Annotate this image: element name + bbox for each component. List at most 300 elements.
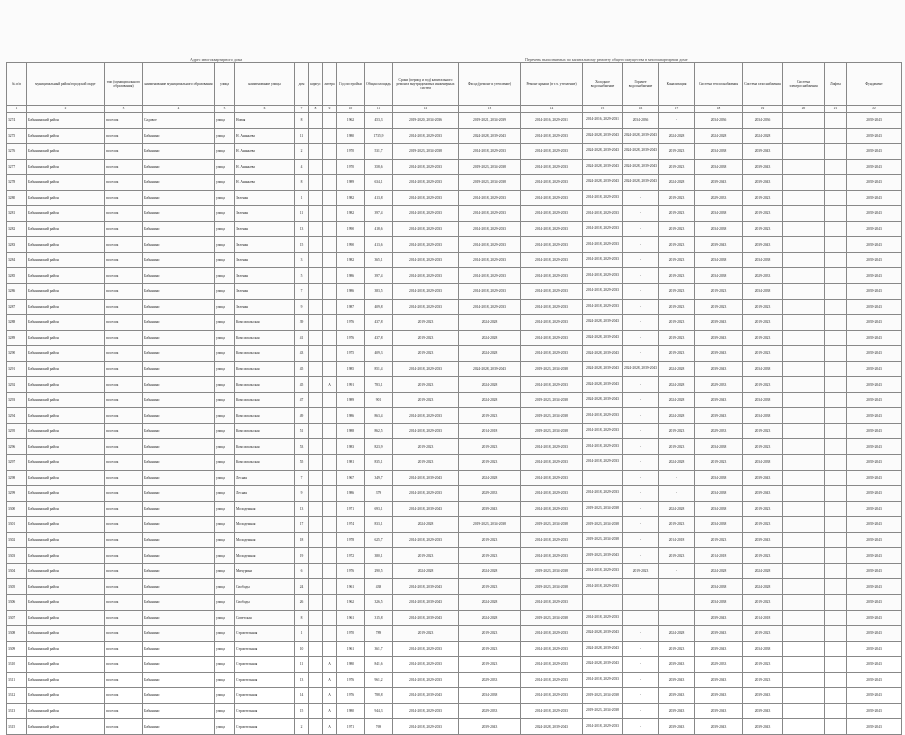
table-cell: Бабынино [143, 206, 215, 222]
table-cell: 2014-2018, 2029-2033 [521, 641, 583, 657]
table-cell: 2024-2028 [459, 377, 521, 393]
table-cell [309, 501, 323, 517]
table-cell: - [623, 719, 659, 735]
table-cell: 2034-2038 [695, 252, 743, 268]
table-cell: 2014-2018, 2029-2033 [521, 144, 583, 160]
table-cell: 3277 [7, 159, 27, 175]
table-cell: 1735,9 [365, 128, 393, 144]
table-cell: 2014-2018, 2029-2033 [393, 237, 459, 253]
table-cell [825, 113, 847, 129]
table-cell: улица [215, 330, 235, 346]
table-cell: Бабынино [143, 455, 215, 471]
table-cell: 2014-2018, 2029-2033 [393, 532, 459, 548]
table-cell: Бабынинский район [27, 206, 105, 222]
table-cell: 438 [365, 579, 393, 595]
table-cell: Бабынино [143, 688, 215, 704]
table-cell: улица [215, 361, 235, 377]
table-cell: Бабынино [143, 299, 215, 315]
table-cell: 2014-2018, 2029-2033 [583, 563, 623, 579]
table-cell: 2014-2018, 2029-2033 [459, 221, 521, 237]
table-cell: 2034-2038 [695, 594, 743, 610]
table-cell: 326,5 [365, 594, 393, 610]
table-cell: 2039-2043 [847, 206, 902, 222]
column-header: Сроки (период и год) капитального ремонта внутридомовых инженерных систем [393, 63, 459, 106]
table-cell: - [623, 641, 659, 657]
table-cell [309, 221, 323, 237]
table-cell: 2034-2038 [743, 361, 783, 377]
table-cell [323, 299, 337, 315]
table-cell: улица [215, 284, 235, 300]
table-cell: 2019-2023 [393, 377, 459, 393]
table-cell: - [623, 392, 659, 408]
table-cell: 2024-2028, 2039-2043 [521, 719, 583, 735]
table-cell [323, 610, 337, 626]
table-cell: Бабынинский район [27, 455, 105, 471]
table-cell: Комсомольская [235, 455, 295, 471]
table-row [7, 703, 902, 719]
table-cell: 2039-2043 [743, 144, 783, 160]
table-cell: 2019-2023, 2034-2038 [521, 392, 583, 408]
table-cell: Бабынинский район [27, 237, 105, 253]
table-cell: 2039-2043 [695, 392, 743, 408]
table-cell [309, 719, 323, 735]
table-cell [825, 144, 847, 160]
table-cell: Бабынинский район [27, 252, 105, 268]
header-row [7, 63, 902, 106]
table-cell: - [623, 455, 659, 471]
table-cell [783, 532, 825, 548]
table-cell [623, 579, 659, 595]
table-cell: 2019-2023 [393, 548, 459, 564]
table-cell: 2014-2018, 2029-2033 [521, 548, 583, 564]
table-cell [309, 144, 323, 160]
table-cell: 2014-2018, 2029-2033 [459, 252, 521, 268]
column-header: Ремонт крыши (в т.ч. утепление) [521, 63, 583, 106]
table-cell: 3308 [7, 626, 27, 642]
table-cell: 2014-2018, 2029-2033 [393, 159, 459, 175]
table-cell: 1988 [337, 423, 365, 439]
table-cell [825, 626, 847, 642]
table-cell: 397,4 [365, 268, 393, 284]
table-cell: 2039-2043 [847, 315, 902, 331]
table-cell: 2039-2043 [847, 703, 902, 719]
table-cell: 1990 [337, 237, 365, 253]
table-cell: 2024-2028, 2039-2043 [623, 361, 659, 377]
table-cell: 2019-2023 [743, 501, 783, 517]
table-cell [583, 470, 623, 486]
table-cell: - [623, 423, 659, 439]
table-cell: 2024-2028 [743, 579, 783, 595]
table-cell: 383,5 [365, 284, 393, 300]
table-cell: 1991 [337, 377, 365, 393]
table-cell: Бабынинский район [27, 128, 105, 144]
table-cell: улица [215, 517, 235, 533]
table-cell: Строительная [235, 657, 295, 673]
table-cell: 2014-2018, 2029-2033 [583, 284, 623, 300]
table-cell: 2019-2023 [743, 548, 783, 564]
table-cell: 1989 [337, 392, 365, 408]
table-cell: Бабынино [143, 672, 215, 688]
table-cell [309, 237, 323, 253]
table-cell: 2039-2043 [695, 237, 743, 253]
table-cell [825, 486, 847, 502]
table-cell [323, 594, 337, 610]
table-cell: 2039-2043 [743, 237, 783, 253]
table-cell: Бабынино [143, 159, 215, 175]
table-cell: Новая [235, 113, 295, 129]
table-row [7, 128, 902, 144]
table-cell: 1 [295, 190, 309, 206]
table-row [7, 346, 902, 362]
data-table-wrapper [6, 62, 901, 735]
table-cell: 3289 [7, 330, 27, 346]
table-cell [323, 439, 337, 455]
table-cell: Комсомольская [235, 408, 295, 424]
table-cell: 2019-2023 [459, 455, 521, 471]
table-cell: 2024-2028 [743, 128, 783, 144]
table-cell: 2039-2043 [847, 190, 902, 206]
table-cell: 2019-2023 [695, 284, 743, 300]
table-cell: 1982 [337, 190, 365, 206]
table-cell: улица [215, 315, 235, 331]
table-cell: 2014-2018, 2029-2033 [583, 672, 623, 688]
table-cell: 2014-2018, 2029-2033 [393, 268, 459, 284]
table-cell: Бабынинский район [27, 641, 105, 657]
table-cell [309, 626, 323, 642]
table-cell: 2019-2023 [743, 299, 783, 315]
table-cell [825, 532, 847, 548]
table-cell: 26 [295, 594, 309, 610]
table-cell: улица [215, 486, 235, 502]
table-cell: 2014-2018, 2029-2033 [521, 175, 583, 191]
table-cell: 2014-2018, 2029-2033 [393, 206, 459, 222]
table-cell: - [623, 299, 659, 315]
table-cell: 2039-2043 [743, 159, 783, 175]
table-cell: поселок [105, 703, 143, 719]
table-cell [825, 128, 847, 144]
table-cell: Бабынинский район [27, 330, 105, 346]
table-row [7, 268, 902, 284]
table-cell: 789 [365, 626, 393, 642]
table-cell: 2014-2018, 2029-2033 [521, 128, 583, 144]
table-cell: 2014-2018, 2029-2033 [583, 439, 623, 455]
table-cell: Комсомольская [235, 315, 295, 331]
table-cell: 2034-2038 [459, 688, 521, 704]
table-cell: 2019-2023 [393, 346, 459, 362]
table-cell: поселок [105, 470, 143, 486]
column-number: 11 [365, 106, 393, 113]
column-number: 2 [27, 106, 105, 113]
table-cell: 1974 [337, 517, 365, 533]
table-cell: поселок [105, 113, 143, 129]
table-cell [659, 610, 695, 626]
table-cell: улица [215, 657, 235, 673]
table-cell [323, 641, 337, 657]
table-cell [309, 688, 323, 704]
table-cell: Бабынинский район [27, 439, 105, 455]
table-cell: 634,1 [365, 175, 393, 191]
table-cell: 2024-2028 [659, 377, 695, 393]
table-cell: Бабынино [143, 563, 215, 579]
table-cell: 1976 [337, 672, 365, 688]
table-cell: 2019-2023 [393, 315, 459, 331]
column-number: 17 [659, 106, 695, 113]
table-cell [323, 392, 337, 408]
table-cell: 2019-2023 [695, 455, 743, 471]
table-cell: 2014-2018 [743, 610, 783, 626]
table-cell [825, 221, 847, 237]
table-cell: улица [215, 470, 235, 486]
table-cell: 2024-2028, 2039-2043 [583, 144, 623, 160]
table-cell: 2014-2018, 2029-2033 [459, 144, 521, 160]
table-cell: 783,1 [365, 377, 393, 393]
table-cell: поселок [105, 517, 143, 533]
column-header: Система газоснабжения [743, 63, 783, 106]
table-cell: 2024-2028 [393, 563, 459, 579]
table-cell: 769 [365, 719, 393, 735]
table-cell: Строительная [235, 703, 295, 719]
table-cell [309, 703, 323, 719]
table-cell: 2024-2028 [459, 563, 521, 579]
table-cell: поселок [105, 392, 143, 408]
table-cell: 961,2 [365, 672, 393, 688]
table-cell [825, 392, 847, 408]
table-cell: 47 [295, 392, 309, 408]
table-row [7, 657, 902, 673]
table-cell: 11 [295, 128, 309, 144]
table-cell: поселок [105, 159, 143, 175]
table-cell: 2039-2043 [847, 657, 902, 673]
column-number: 18 [695, 106, 743, 113]
table-cell: 2019-2023, 2034-2038 [521, 610, 583, 626]
table-cell: 2019-2023 [659, 190, 695, 206]
table-row [7, 330, 902, 346]
table-cell: 2019-2023 [659, 517, 695, 533]
table-cell [309, 408, 323, 424]
table-cell: Бабынино [143, 517, 215, 533]
table-cell: 2039-2043 [659, 719, 695, 735]
table-cell: 2034-2036 [623, 113, 659, 129]
table-cell: Бабынино [143, 315, 215, 331]
table-cell: 2039-2043 [847, 548, 902, 564]
table-cell: Бабынинский район [27, 486, 105, 502]
table-cell: 2014-2018, 2029-2033 [583, 408, 623, 424]
table-cell: 3286 [7, 284, 27, 300]
table-cell: 2019-2021, 2034-2039 [459, 113, 521, 129]
table-cell: улица [215, 206, 235, 222]
column-number: 4 [143, 106, 215, 113]
column-number: 3 [105, 106, 143, 113]
table-cell: 2019-2023, 2034-2038 [521, 579, 583, 595]
table-cell: 2024-2028, 2039-2043 [623, 159, 659, 175]
table-cell: 51 [295, 423, 309, 439]
table-cell: А [323, 657, 337, 673]
table-cell: - [623, 190, 659, 206]
table-cell: 437,8 [365, 315, 393, 331]
table-cell: Зеленая [235, 299, 295, 315]
table-cell: 2039-2043 [743, 719, 783, 735]
table-cell [323, 159, 337, 175]
table-cell: Бабынино [143, 408, 215, 424]
table-cell: 3285 [7, 268, 27, 284]
table-cell: 2039-2043 [847, 501, 902, 517]
table-cell [323, 423, 337, 439]
table-cell: улица [215, 626, 235, 642]
table-cell: 2029-2033 [695, 377, 743, 393]
table-cell: 2019-2023 [459, 548, 521, 564]
table-cell: 2024-2028, 2039-2043 [459, 128, 521, 144]
table-cell: 2034-2038 [695, 470, 743, 486]
table-cell [825, 594, 847, 610]
table-cell: улица [215, 579, 235, 595]
table-cell: 2014-2018, 2029-2033 [393, 486, 459, 502]
table-cell [825, 470, 847, 486]
table-cell: 2014-2018, 2029-2033 [521, 455, 583, 471]
table-cell: 2 [295, 719, 309, 735]
table-cell [825, 563, 847, 579]
column-header: наименование улицы [235, 63, 295, 106]
table-cell [323, 315, 337, 331]
table-cell: улица [215, 423, 235, 439]
column-number: 7 [295, 106, 309, 113]
table-cell: Бабынино [143, 470, 215, 486]
table-cell [783, 703, 825, 719]
table-cell: 19 [295, 548, 309, 564]
table-cell: Бабынинский район [27, 392, 105, 408]
table-cell [825, 439, 847, 455]
table-cell: 2024-2028 [659, 361, 695, 377]
table-cell: 3302 [7, 532, 27, 548]
table-cell [783, 159, 825, 175]
table-cell: 14 [295, 688, 309, 704]
table-cell [309, 610, 323, 626]
table-cell: 9 [295, 299, 309, 315]
table-cell [783, 330, 825, 346]
table-cell: Бабынинский район [27, 377, 105, 393]
table-cell: - [623, 377, 659, 393]
table-cell: 2039-2043 [459, 719, 521, 735]
table-cell: 1970 [337, 144, 365, 160]
table-cell: Бабынино [143, 626, 215, 642]
table-cell: 2024-2028 [695, 128, 743, 144]
table-cell [783, 517, 825, 533]
table-cell: 1986 [337, 284, 365, 300]
table-cell [783, 439, 825, 455]
table-cell: Комсомольская [235, 330, 295, 346]
table-cell: 2039-2043 [743, 703, 783, 719]
table-cell: 2024-2028 [743, 563, 783, 579]
table-cell: 3275 [7, 128, 27, 144]
table-row [7, 361, 902, 377]
table-cell: Бабынинский район [27, 315, 105, 331]
table-cell: Бабынино [143, 175, 215, 191]
table-cell: 2019-2023, 2034-2038 [459, 159, 521, 175]
table-cell: Комсомольская [235, 346, 295, 362]
table-cell: 693,1 [365, 501, 393, 517]
table-cell: 11 [295, 206, 309, 222]
table-cell: 2014-2018, 2029-2033 [393, 641, 459, 657]
table-cell: 2019-2023 [459, 532, 521, 548]
table-cell: 2034-2038 [743, 455, 783, 471]
column-header: Система электроснабжения [783, 63, 825, 106]
table-cell: 1976 [337, 688, 365, 704]
table-row [7, 610, 902, 626]
table-cell: 2014-2018, 2029-2033 [393, 423, 459, 439]
table-cell: 2014-2018, 2029-2033 [583, 423, 623, 439]
table-cell [659, 594, 695, 610]
table-cell: 2024-2028 [459, 470, 521, 486]
table-cell: 3301 [7, 517, 27, 533]
table-cell: 1961 [337, 579, 365, 595]
table-cell: - [623, 315, 659, 331]
table-cell: - [623, 330, 659, 346]
table-cell [783, 190, 825, 206]
table-cell: 2014-2018, 2029-2033 [393, 657, 459, 673]
table-cell: Комсомольская [235, 377, 295, 393]
table-cell: 2014-2018, 2029-2033 [583, 268, 623, 284]
table-cell: 1976 [337, 315, 365, 331]
table-row [7, 159, 902, 175]
table-cell: 2014-2018, 2029-2033 [521, 486, 583, 502]
table-cell [323, 206, 337, 222]
table-cell: 2039-2043 [847, 641, 902, 657]
works-band-label: Перечень выполняемых по капитальному ремонту общего имущества в многоквартирном доме [525, 57, 688, 62]
column-header: Система теплоснабжения [695, 63, 743, 106]
table-cell: Бабынино [143, 439, 215, 455]
table-cell: 2024-2028, 2039-2043 [583, 657, 623, 673]
table-cell: 2024-2028, 2039-2043 [623, 128, 659, 144]
table-cell: Бабынинский район [27, 159, 105, 175]
table-cell: улица [215, 190, 235, 206]
table-cell: поселок [105, 361, 143, 377]
table-cell [323, 190, 337, 206]
table-cell: 2039-2043 [743, 470, 783, 486]
table-cell: Комсомольская [235, 392, 295, 408]
table-cell: поселок [105, 610, 143, 626]
table-cell [323, 486, 337, 502]
table-cell [309, 361, 323, 377]
table-cell: 2024-2028 [393, 517, 459, 533]
table-cell: 397,4 [365, 206, 393, 222]
table-cell [783, 361, 825, 377]
table-cell: 2019-2023, 2034-2038 [459, 517, 521, 533]
table-cell: - [623, 206, 659, 222]
table-cell: 3 [295, 252, 309, 268]
table-cell: 413,8 [365, 190, 393, 206]
table-cell: 43 [295, 346, 309, 362]
table-cell [825, 641, 847, 657]
table-cell [309, 190, 323, 206]
table-cell: 2019-2023 [659, 159, 695, 175]
table-cell [825, 501, 847, 517]
table-cell [309, 346, 323, 362]
table-cell: 625,7 [365, 532, 393, 548]
table-cell: Зеленая [235, 190, 295, 206]
table-cell: 2014-2016, 2029-2031 [583, 113, 623, 129]
table-cell: Бабынино [143, 657, 215, 673]
table-cell: - [659, 486, 695, 502]
table-cell: 2014-2016, 2029-2031 [521, 113, 583, 129]
table-row [7, 299, 902, 315]
table-cell: 2019-2023 [743, 657, 783, 673]
table-cell: Строительная [235, 672, 295, 688]
table-cell [825, 315, 847, 331]
table-cell [323, 548, 337, 564]
table-cell [309, 455, 323, 471]
table-cell: 2024-2028, 2039-2043 [583, 346, 623, 362]
column-header: Общая площадь [365, 63, 393, 106]
table-cell: 2039-2043 [847, 299, 902, 315]
